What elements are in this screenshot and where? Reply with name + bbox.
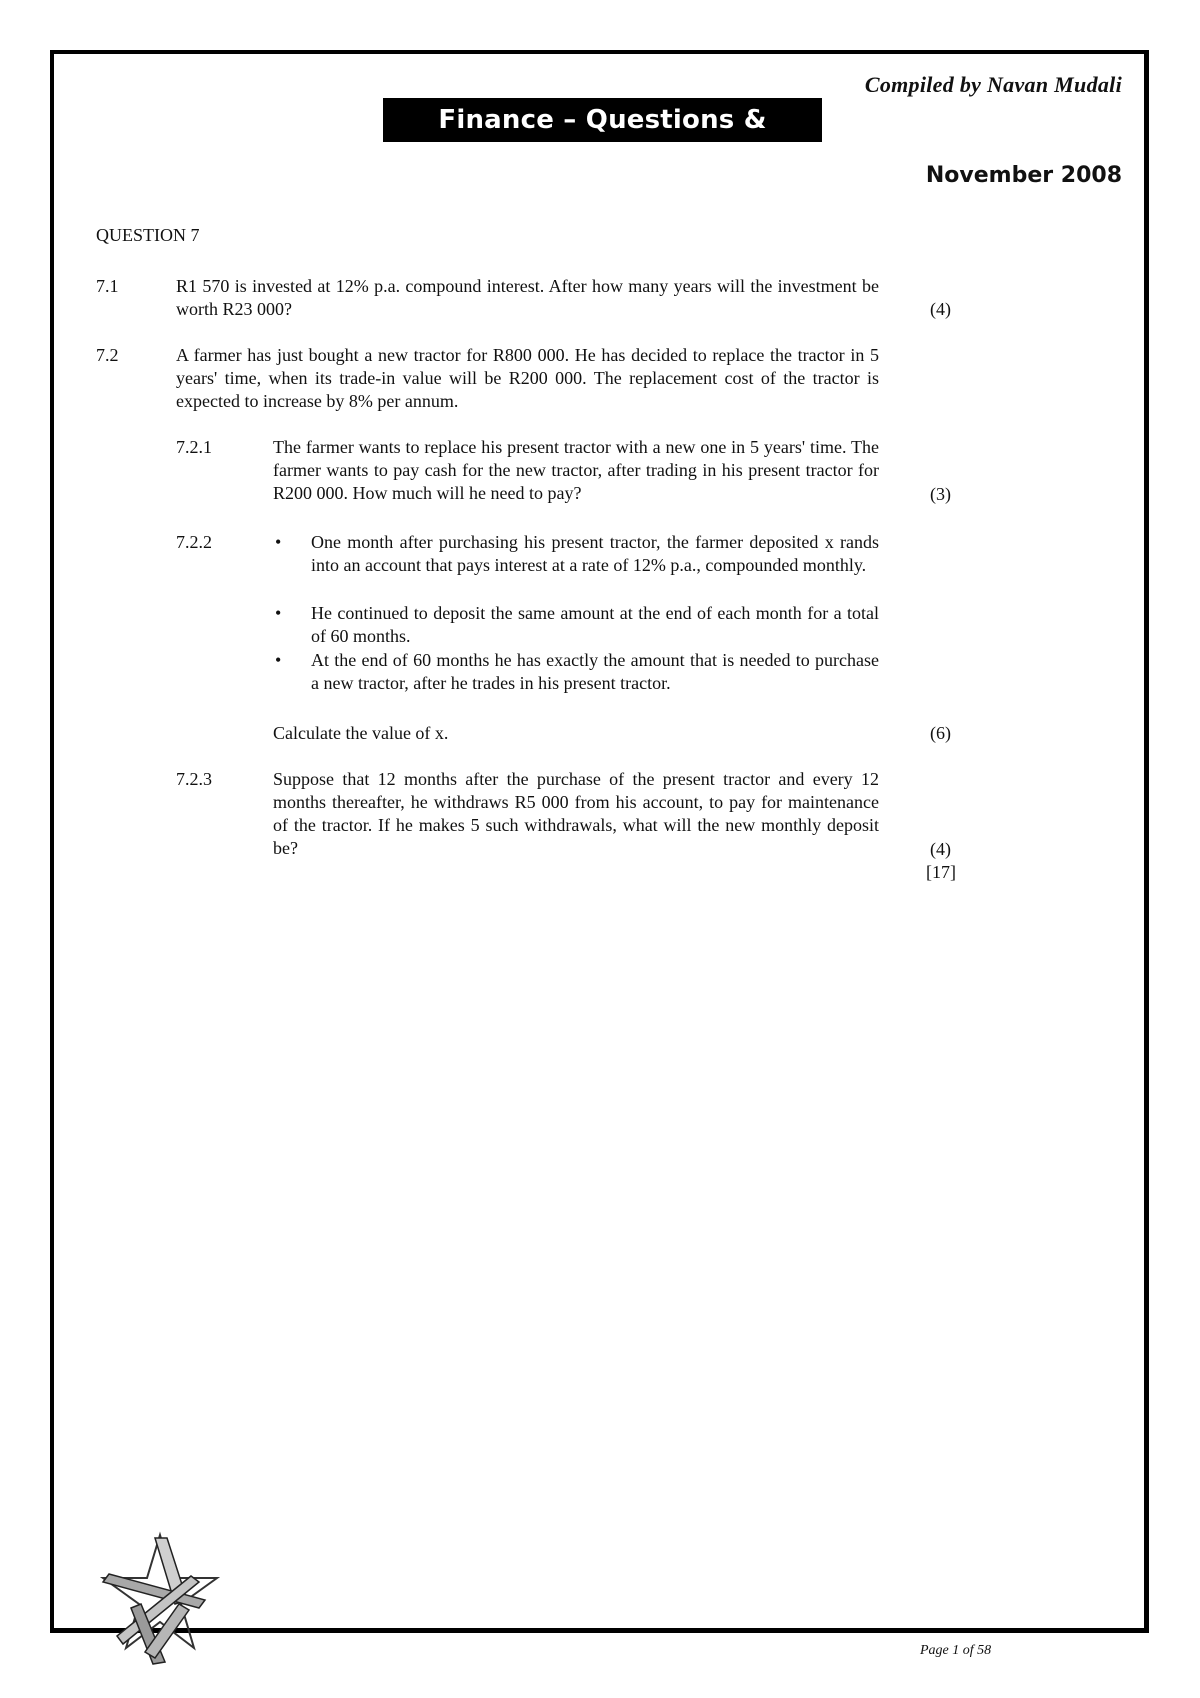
bullet-icon: • [275,532,282,552]
bullet-icon: • [275,603,282,623]
q722-bullet-3: At the end of 60 months he has exactly the amount that is needed to purchase a new tractor, after he trades in his present tractor. [311,650,879,693]
q722-instruction: Calculate the value of x. [273,723,449,743]
q721-number: 7.2.1 [176,437,212,457]
q723-text: Suppose that 12 months after the purchase of the present tractor and every 12 months thereafter, he withdraws R5 000 from his account, to pay for maintenance of the tractor. If he makes 5 such withdrawals, what will the new monthly deposit be? [273,769,879,858]
compiled-by: Compiled by Navan Mudali [864,72,1122,97]
q71-text: R1 570 is invested at 12% p.a. compound interest. After how many years will the investment be worth R23 000? [176,276,879,319]
q721-marks: (3) [930,484,951,504]
q722-bullet-1: One month after purchasing his present tractor, the farmer deposited x rands into an account that pays interest at a rate of 12% p.a., compounded monthly. [311,532,879,575]
bullet-icon: • [275,650,282,670]
question-total: [17] [926,862,956,882]
page-number: Page 1 of 58 [920,1643,992,1658]
q722-marks: (6) [930,723,951,743]
q72-number: 7.2 [96,345,119,365]
q723-marks: (4) [930,839,951,859]
q72-text: A farmer has just bought a new tractor for R800 000. He has decided to replace the tractor in 5 years' time, when its trade-in value will be R200 000. The replacement cost of the tractor is expected to increase by 8% per annum. [176,345,879,411]
question-heading: QUESTION 7 [96,225,200,245]
q723-number: 7.2.3 [176,769,212,789]
exam-date: November 2008 [925,163,1122,188]
q71-number: 7.1 [96,276,119,296]
document-title: Finance – Questions & Solutions [383,98,822,142]
q722-bullet-2: He continued to deposit the same amount at the end of each month for a total of 60 months. [311,603,879,646]
q71-marks: (4) [930,299,951,319]
star-logo-icon [95,1530,225,1670]
q721-text: The farmer wants to replace his present tractor with a new one in 5 years' time. The farmer wants to pay cash for the new tractor, after trading in his present tractor for R200 000. How much will he need to pay? [273,437,879,503]
q722-number: 7.2.2 [176,532,212,552]
